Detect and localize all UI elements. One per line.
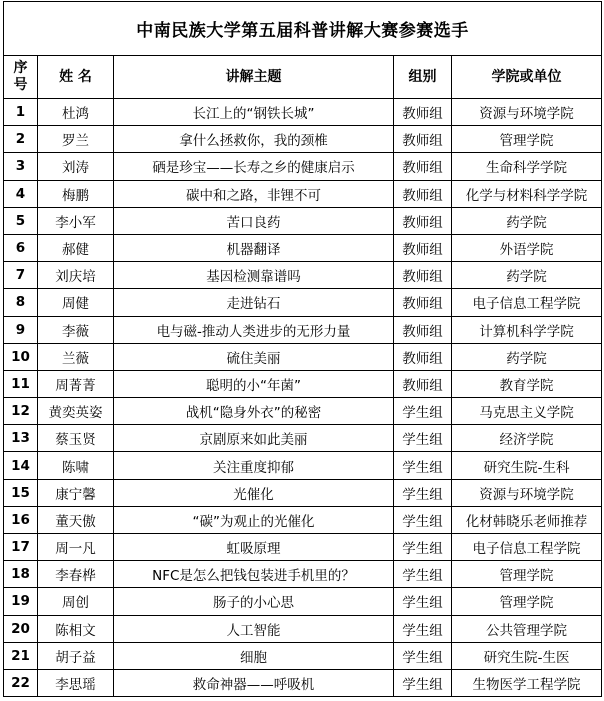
row-group: 学生组 <box>394 398 452 425</box>
table-row <box>4 398 602 425</box>
row-number: 3 <box>4 153 38 180</box>
row-group: 学生组 <box>394 506 452 533</box>
header-topic: 讲解主题 <box>114 56 394 99</box>
row-name: 李小军 <box>38 207 114 234</box>
row-topic: 细胞 <box>114 642 394 669</box>
row-number: 8 <box>4 289 38 316</box>
row-topic: 虹吸原理 <box>114 534 394 561</box>
table-row <box>4 669 602 696</box>
row-topic: 肠子的小心思 <box>114 588 394 615</box>
row-group: 学生组 <box>394 534 452 561</box>
row-name: 郝健 <box>38 234 114 261</box>
row-group: 学生组 <box>394 479 452 506</box>
table-row <box>4 262 602 289</box>
row-name: 刘涛 <box>38 153 114 180</box>
table-row <box>4 234 602 261</box>
table-row <box>4 370 602 397</box>
row-number: 11 <box>4 370 38 397</box>
title-row <box>4 2 602 56</box>
row-name: 兰薇 <box>38 343 114 370</box>
row-group: 教师组 <box>394 343 452 370</box>
row-unit: 研究生院-生医 <box>452 642 602 669</box>
row-group: 教师组 <box>394 289 452 316</box>
table-row <box>4 506 602 533</box>
contestant-table <box>3 1 602 697</box>
row-number: 5 <box>4 207 38 234</box>
table-row <box>4 534 602 561</box>
table-row <box>4 425 602 452</box>
header-unit: 学院或单位 <box>452 56 602 99</box>
row-group: 学生组 <box>394 642 452 669</box>
row-group: 教师组 <box>394 180 452 207</box>
row-topic: NFC是怎么把钱包装进手机里的？ <box>114 561 394 588</box>
row-unit: 经济学院 <box>452 425 602 452</box>
table-row <box>4 99 602 126</box>
row-group: 教师组 <box>394 153 452 180</box>
row-name: 蔡玉贤 <box>38 425 114 452</box>
row-unit: 化学与材料科学学院 <box>452 180 602 207</box>
row-topic: 走进钻石 <box>114 289 394 316</box>
table-row <box>4 561 602 588</box>
row-number: 13 <box>4 425 38 452</box>
row-number: 21 <box>4 642 38 669</box>
row-unit: 研究生院-生科 <box>452 452 602 479</box>
table-row <box>4 343 602 370</box>
row-name: 杜鸿 <box>38 99 114 126</box>
row-topic: 光催化 <box>114 479 394 506</box>
table-row <box>4 289 602 316</box>
header-name: 姓 名 <box>38 56 114 99</box>
row-topic: 碳中和之路，非锂不可 <box>114 180 394 207</box>
row-name: 李春桦 <box>38 561 114 588</box>
row-topic: 硫住美丽 <box>114 343 394 370</box>
row-name: 刘庆培 <box>38 262 114 289</box>
row-name: 周健 <box>38 289 114 316</box>
header-number <box>4 56 38 99</box>
row-name: 李思瑶 <box>38 669 114 696</box>
row-number: 18 <box>4 561 38 588</box>
row-topic: 关注重度抑郁 <box>114 452 394 479</box>
row-unit: 资源与环境学院 <box>452 479 602 506</box>
row-group: 教师组 <box>394 99 452 126</box>
row-number: 14 <box>4 452 38 479</box>
row-group: 教师组 <box>394 234 452 261</box>
row-name: 董天傲 <box>38 506 114 533</box>
row-number: 16 <box>4 506 38 533</box>
row-unit: 资源与环境学院 <box>452 99 602 126</box>
header-group: 组别 <box>394 56 452 99</box>
row-name: 陈啸 <box>38 452 114 479</box>
row-number: 19 <box>4 588 38 615</box>
row-number: 17 <box>4 534 38 561</box>
row-topic: 战机“隐身外衣”的秘密 <box>114 398 394 425</box>
header-number-line2: 号 <box>13 77 28 93</box>
row-group: 教师组 <box>394 262 452 289</box>
row-group: 教师组 <box>394 126 452 153</box>
row-unit: 公共管理学院 <box>452 615 602 642</box>
row-group: 学生组 <box>394 615 452 642</box>
row-group: 教师组 <box>394 370 452 397</box>
row-number: 4 <box>4 180 38 207</box>
row-number: 6 <box>4 234 38 261</box>
row-number: 12 <box>4 398 38 425</box>
header-row <box>4 56 602 99</box>
table-row <box>4 207 602 234</box>
row-unit: 外语学院 <box>452 234 602 261</box>
table-row <box>4 316 602 343</box>
row-name: 梅鹏 <box>38 180 114 207</box>
row-number: 20 <box>4 615 38 642</box>
row-topic: 长江上的“钢铁长城” <box>114 99 394 126</box>
row-group: 学生组 <box>394 425 452 452</box>
row-topic: 电与磁-推动人类进步的无形力量 <box>114 316 394 343</box>
row-number: 2 <box>4 126 38 153</box>
row-name: 康宁馨 <box>38 479 114 506</box>
row-number: 22 <box>4 669 38 696</box>
row-topic: 拿什么拯救你，我的颈椎 <box>114 126 394 153</box>
table-row <box>4 479 602 506</box>
row-unit: 药学院 <box>452 262 602 289</box>
row-unit: 化材韩晓乐老师推荐 <box>452 506 602 533</box>
row-unit: 管理学院 <box>452 126 602 153</box>
row-unit: 生物医学工程学院 <box>452 669 602 696</box>
row-group: 教师组 <box>394 207 452 234</box>
row-name: 罗兰 <box>38 126 114 153</box>
row-unit: 马克思主义学院 <box>452 398 602 425</box>
row-topic: 机器翻译 <box>114 234 394 261</box>
row-name: 陈相文 <box>38 615 114 642</box>
table-row <box>4 588 602 615</box>
row-group: 学生组 <box>394 452 452 479</box>
contestant-sheet <box>3 1 601 697</box>
table-row <box>4 126 602 153</box>
table-row <box>4 615 602 642</box>
row-unit: 教育学院 <box>452 370 602 397</box>
row-name: 周菁菁 <box>38 370 114 397</box>
row-unit: 药学院 <box>452 343 602 370</box>
table-row <box>4 180 602 207</box>
row-number: 10 <box>4 343 38 370</box>
table-row <box>4 153 602 180</box>
row-number: 1 <box>4 99 38 126</box>
row-topic: 救命神器——呼吸机 <box>114 669 394 696</box>
row-number: 15 <box>4 479 38 506</box>
row-number: 7 <box>4 262 38 289</box>
row-unit: 计算机科学学院 <box>452 316 602 343</box>
row-topic: 京剧原来如此美丽 <box>114 425 394 452</box>
row-number: 9 <box>4 316 38 343</box>
row-group: 学生组 <box>394 561 452 588</box>
row-name: 周一凡 <box>38 534 114 561</box>
row-unit: 管理学院 <box>452 561 602 588</box>
row-unit: 电子信息工程学院 <box>452 534 602 561</box>
table-row <box>4 452 602 479</box>
row-group: 学生组 <box>394 588 452 615</box>
row-unit: 电子信息工程学院 <box>452 289 602 316</box>
row-unit: 生命科学学院 <box>452 153 602 180</box>
row-topic: 苦口良药 <box>114 207 394 234</box>
row-topic: 硒是珍宝——长寿之乡的健康启示 <box>114 153 394 180</box>
row-unit: 药学院 <box>452 207 602 234</box>
row-unit: 管理学院 <box>452 588 602 615</box>
row-topic: 基因检测靠谱吗 <box>114 262 394 289</box>
header-number-line1: 序 <box>13 60 28 76</box>
row-topic: 聪明的小“年菌” <box>114 370 394 397</box>
row-name: 周创 <box>38 588 114 615</box>
table-row <box>4 642 602 669</box>
row-name: 黄奕英姿 <box>38 398 114 425</box>
sheet-title: 中南民族大学第五届科普讲解大赛参赛选手 <box>4 2 602 56</box>
row-topic: “碳”为观止的光催化 <box>114 506 394 533</box>
row-group: 教师组 <box>394 316 452 343</box>
row-name: 胡子益 <box>38 642 114 669</box>
row-topic: 人工智能 <box>114 615 394 642</box>
row-group: 学生组 <box>394 669 452 696</box>
row-name: 李薇 <box>38 316 114 343</box>
